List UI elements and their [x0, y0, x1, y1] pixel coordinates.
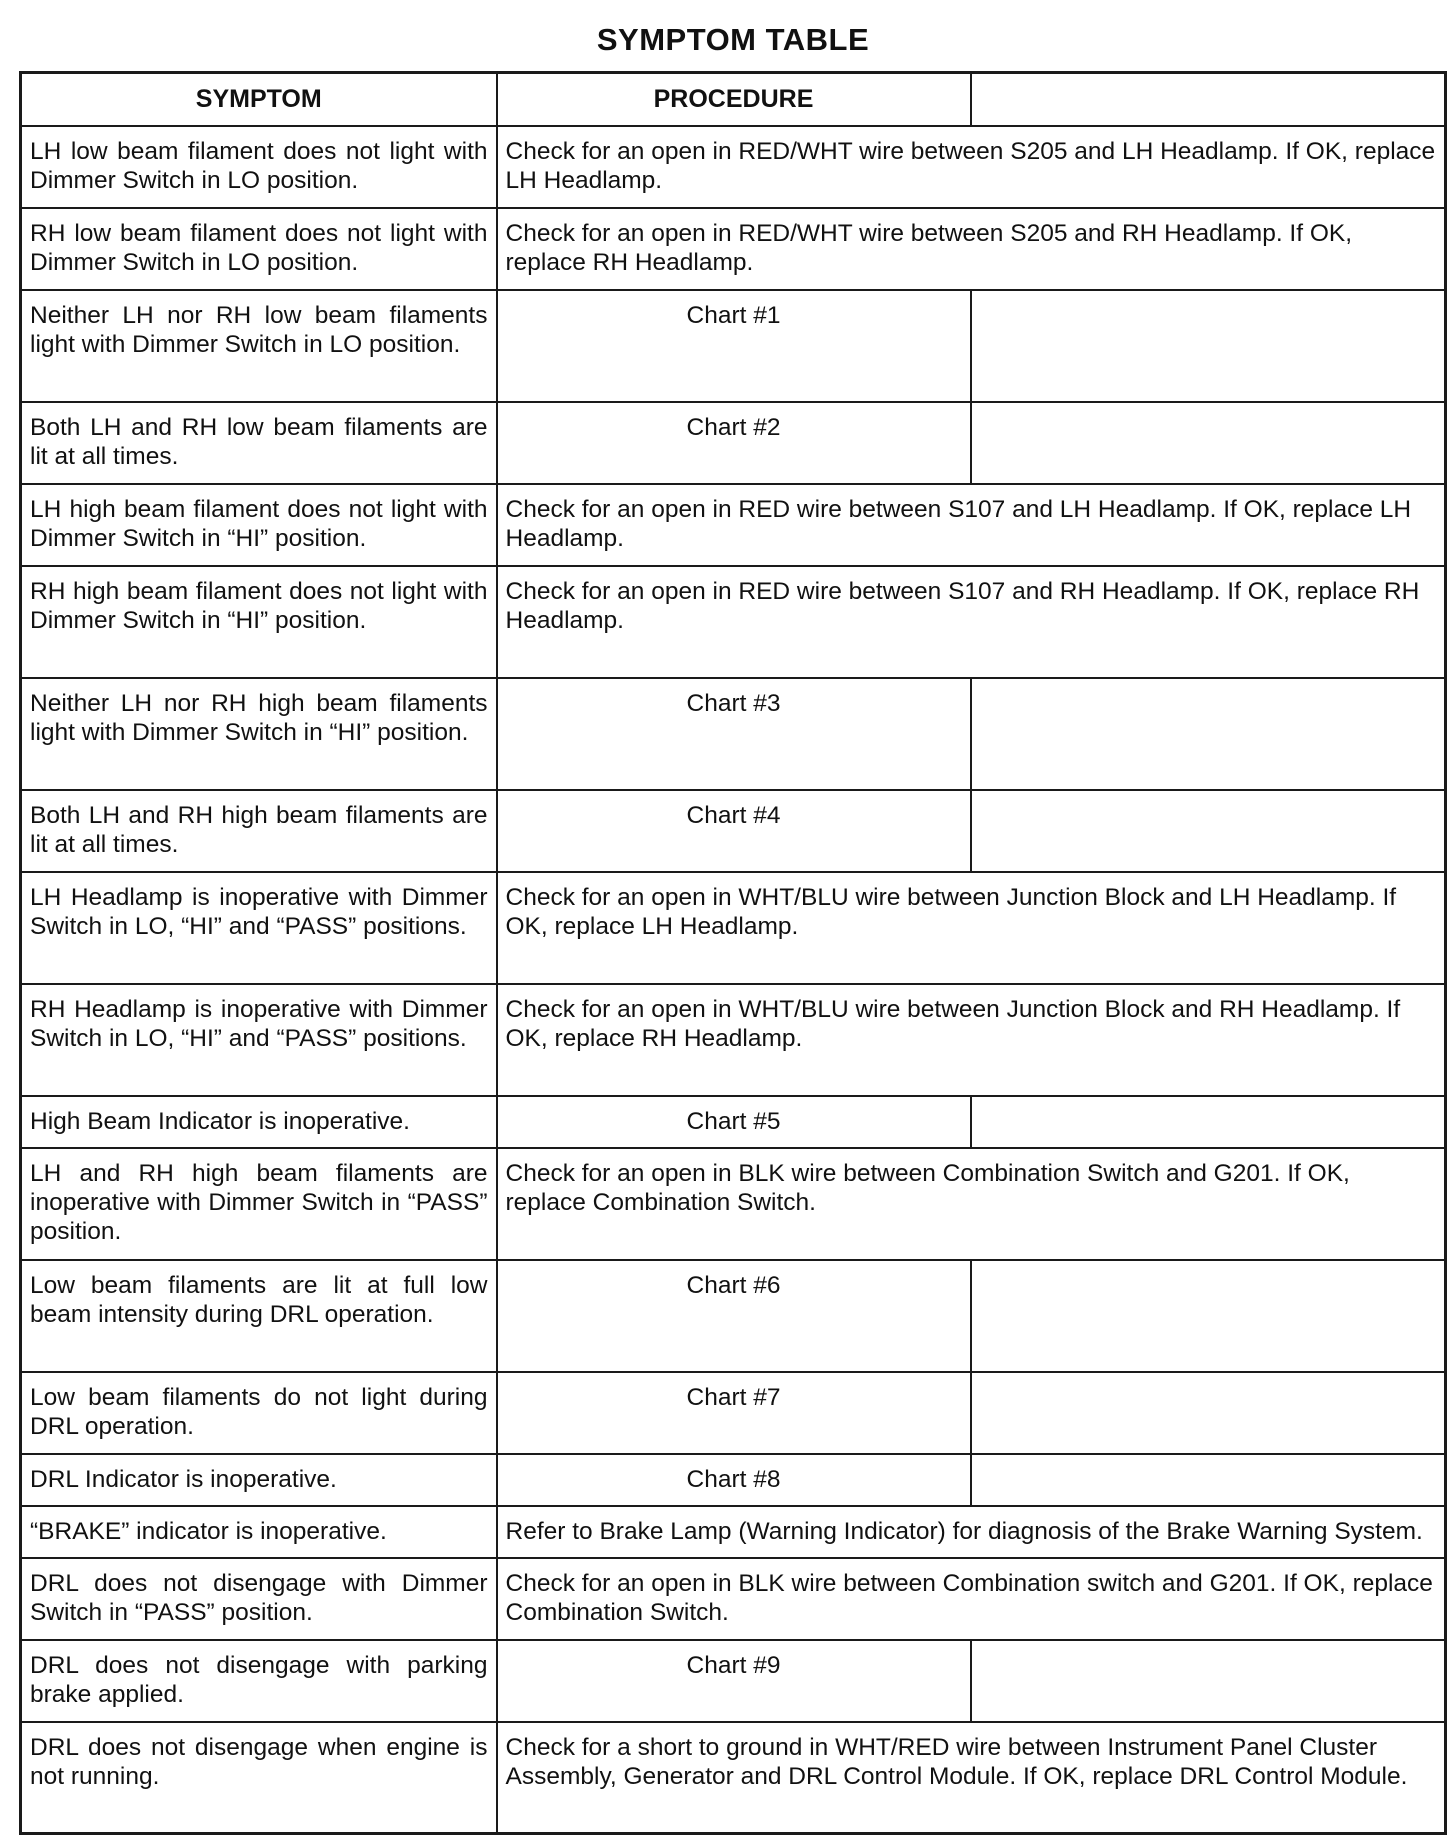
chart-reference-cell: Chart #5	[497, 1096, 971, 1148]
blank-cell	[971, 402, 1446, 484]
chart-reference-cell: Chart #2	[497, 402, 971, 484]
table-row	[21, 484, 1446, 566]
table-row	[21, 1372, 1446, 1454]
table-row	[21, 566, 1446, 678]
symptom-cell: Low beam filaments do not light during DRL operation.	[21, 1372, 497, 1454]
table-row	[21, 1096, 1446, 1148]
table-body	[21, 126, 1446, 1834]
blank-column-header	[971, 73, 1446, 126]
table-row	[21, 1640, 1446, 1722]
symptom-cell: LH and RH high beam filaments are inoperative with Dimmer Switch in “PASS” position.	[21, 1148, 497, 1260]
procedure-cell: Check for an open in WHT/BLU wire between Junction Block and LH Headlamp. If OK, replace LH Headlamp.	[497, 872, 1446, 984]
symptom-cell: Neither LH nor RH high beam filaments light with Dimmer Switch in “HI” position.	[21, 678, 497, 790]
symptom-cell: DRL does not disengage when engine is not running.	[21, 1722, 497, 1834]
blank-cell	[971, 678, 1446, 790]
table-row	[21, 1722, 1446, 1834]
chart-reference-cell: Chart #4	[497, 790, 971, 872]
table-row	[21, 790, 1446, 872]
table-header-row	[21, 73, 1446, 126]
procedure-cell: Check for an open in RED wire between S107 and LH Headlamp. If OK, replace LH Headlamp.	[497, 484, 1446, 566]
symptom-cell: Low beam filaments are lit at full low beam intensity during DRL operation.	[21, 1260, 497, 1372]
blank-cell	[971, 1454, 1446, 1506]
symptom-cell: RH low beam filament does not light with Dimmer Switch in LO position.	[21, 208, 497, 290]
procedure-cell: Check for an open in BLK wire between Combination Switch and G201. If OK, replace Combination Switch.	[497, 1148, 1446, 1260]
table-row	[21, 872, 1446, 984]
procedure-cell: Check for a short to ground in WHT/RED wire between Instrument Panel Cluster Assembly, Generator and DRL Control Module. If OK, replace DRL Control Module.	[497, 1722, 1446, 1834]
blank-cell	[971, 1640, 1446, 1722]
chart-reference-cell: Chart #3	[497, 678, 971, 790]
blank-cell	[971, 1372, 1446, 1454]
blank-cell	[971, 790, 1446, 872]
procedure-cell: Refer to Brake Lamp (Warning Indicator) for diagnosis of the Brake Warning System.	[497, 1506, 1446, 1558]
table-row	[21, 1454, 1446, 1506]
table-row	[21, 1506, 1446, 1558]
procedure-cell: Check for an open in RED/WHT wire between S205 and LH Headlamp. If OK, replace LH Headlamp.	[497, 126, 1446, 208]
chart-reference-cell: Chart #7	[497, 1372, 971, 1454]
table-row	[21, 1260, 1446, 1372]
symptom-cell: LH low beam filament does not light with Dimmer Switch in LO position.	[21, 126, 497, 208]
chart-reference-cell: Chart #8	[497, 1454, 971, 1506]
procedure-cell: Check for an open in RED/WHT wire between S205 and RH Headlamp. If OK, replace RH Headlamp.	[497, 208, 1446, 290]
table-row	[21, 1148, 1446, 1260]
blank-cell	[971, 290, 1446, 402]
symptom-cell: “BRAKE” indicator is inoperative.	[21, 1506, 497, 1558]
chart-reference-cell: Chart #9	[497, 1640, 971, 1722]
page-title: SYMPTOM TABLE	[596, 22, 870, 57]
procedure-cell: Check for an open in BLK wire between Combination switch and G201. If OK, replace Combination Switch.	[497, 1558, 1446, 1640]
table-row	[21, 290, 1446, 402]
table-row	[21, 678, 1446, 790]
table-row	[21, 1558, 1446, 1640]
procedure-column-header: PROCEDURE	[497, 73, 971, 126]
chart-reference-cell: Chart #1	[497, 290, 971, 402]
procedure-cell: Check for an open in WHT/BLU wire between Junction Block and RH Headlamp. If OK, replace RH Headlamp.	[497, 984, 1446, 1096]
symptom-cell: Neither LH nor RH low beam filaments light with Dimmer Switch in LO position.	[21, 290, 497, 402]
blank-cell	[971, 1260, 1446, 1372]
symptom-cell: LH high beam filament does not light with Dimmer Switch in “HI” position.	[21, 484, 497, 566]
symptom-column-header: SYMPTOM	[21, 73, 497, 126]
symptom-cell: DRL does not disengage with parking brake applied.	[21, 1640, 497, 1722]
chart-reference-cell: Chart #6	[497, 1260, 971, 1372]
symptom-cell: Both LH and RH low beam filaments are lit at all times.	[21, 402, 497, 484]
symptom-table	[19, 71, 1447, 1835]
symptom-cell: DRL Indicator is inoperative.	[21, 1454, 497, 1506]
procedure-cell: Check for an open in RED wire between S107 and RH Headlamp. If OK, replace RH Headlamp.	[497, 566, 1446, 678]
table-row	[21, 402, 1446, 484]
table-row	[21, 208, 1446, 290]
symptom-cell: DRL does not disengage with Dimmer Switch in “PASS” position.	[21, 1558, 497, 1640]
symptom-cell: High Beam Indicator is inoperative.	[21, 1096, 497, 1148]
symptom-cell: RH Headlamp is inoperative with Dimmer Switch in LO, “HI” and “PASS” positions.	[21, 984, 497, 1096]
symptom-cell: Both LH and RH high beam filaments are lit at all times.	[21, 790, 497, 872]
symptom-cell: RH high beam filament does not light with Dimmer Switch in “HI” position.	[21, 566, 497, 678]
table-row	[21, 126, 1446, 208]
table-row	[21, 984, 1446, 1096]
blank-cell	[971, 1096, 1446, 1148]
symptom-cell: LH Headlamp is inoperative with Dimmer Switch in LO, “HI” and “PASS” positions.	[21, 872, 497, 984]
